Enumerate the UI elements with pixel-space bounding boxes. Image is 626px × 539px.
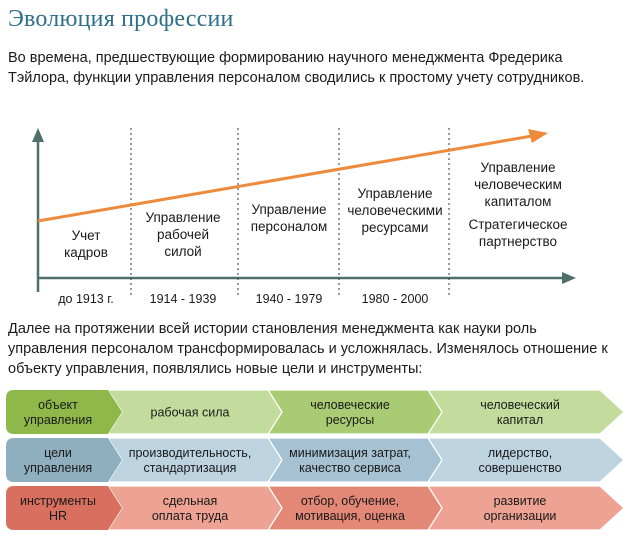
timeline-period-label: Управление: [480, 160, 556, 175]
timeline-period-label: силой: [164, 244, 202, 259]
row-header-shape: [6, 486, 122, 530]
row-cell-label: человеческий: [480, 398, 560, 412]
timeline-period-label: Учет: [71, 228, 101, 243]
row-cell-label: совершенство: [478, 461, 562, 475]
timeline-period-label: человеческими: [347, 203, 443, 218]
row-cell-label: мотивация, оценка: [295, 509, 405, 523]
timeline-period-label: капиталом: [484, 194, 552, 209]
page-title: Эволюция профессии: [8, 6, 234, 32]
row-header-label: HR: [48, 509, 68, 523]
row-header-label: управления: [23, 461, 93, 475]
row-cell-label: развитие: [493, 494, 547, 508]
row-chevron: [108, 438, 282, 482]
timeline-period-label: рабочей: [156, 227, 210, 242]
row-cell-label: организации: [483, 509, 557, 523]
row-cell-label: рабочая сила: [150, 405, 230, 420]
row-header-label: инструменты: [20, 494, 96, 508]
row-header-shape: [6, 438, 122, 482]
timeline-period-label: партнерство: [478, 234, 558, 249]
row-cell-label: ресурсы: [325, 413, 375, 427]
timeline-period-label: персоналом: [250, 219, 328, 234]
row-header-label: цели: [44, 446, 72, 460]
row-chevron: [428, 486, 624, 530]
row-chevron: [268, 438, 442, 482]
transition-paragraph: Далее на протяжении всей истории становления менеджмента как науки роль управления персоналом трансформировалась и усложнялась. Изменялось отношение к объекту управления, появлялись новые цели и инструменты:: [8, 321, 608, 377]
intro-paragraph: Во времена, предшествующие формированию научного менеджмента Фредерика Тэйлора, функции управления персоналом сводились к простому учету сотрудников.: [8, 50, 585, 86]
timeline-period-label: Стратегическое: [468, 217, 568, 232]
row-cell-label: оплата труда: [151, 509, 229, 523]
evolution-row: [6, 486, 624, 530]
row-cell-label: лидерство,: [487, 446, 553, 460]
row-cell-label: отбор, обучение,: [300, 494, 400, 508]
timeline-period-year: 1980 - 2000: [361, 292, 429, 306]
timeline-period-year: до 1913 г.: [58, 292, 114, 306]
row-chevron: [428, 390, 624, 434]
timeline-period-label: Управление: [357, 186, 433, 201]
row-chevron: [108, 486, 282, 530]
timeline-period-label: Управление: [251, 202, 327, 217]
timeline-period-label: ресурсами: [361, 220, 429, 235]
evolution-row: [6, 438, 624, 482]
row-cell-label: человеческие: [310, 398, 390, 412]
row-header-label: объект: [38, 398, 78, 412]
row-chevron: [268, 486, 442, 530]
row-header-label: управления: [23, 413, 93, 427]
evolution-row: [6, 390, 624, 434]
row-chevron: [268, 390, 442, 434]
row-cell-label: капитал: [496, 413, 544, 427]
timeline-period-label: кадров: [64, 245, 108, 260]
timeline-period-label: Управление: [145, 210, 221, 225]
row-cell-label: минимизация затрат,: [289, 446, 411, 460]
row-chevron: [428, 438, 624, 482]
timeline-period-year: 1914 - 1939: [149, 292, 217, 306]
row-cell-label: качество сервиса: [299, 461, 401, 475]
row-cell-label: сдельная: [162, 494, 218, 508]
row-cell-label: производительность,: [128, 446, 252, 460]
row-header-shape: [6, 390, 122, 434]
timeline-period-year: 1940 - 1979: [255, 292, 323, 306]
row-cell-label: стандартизация: [143, 461, 237, 475]
timeline-period-label: человеческим: [474, 177, 562, 192]
